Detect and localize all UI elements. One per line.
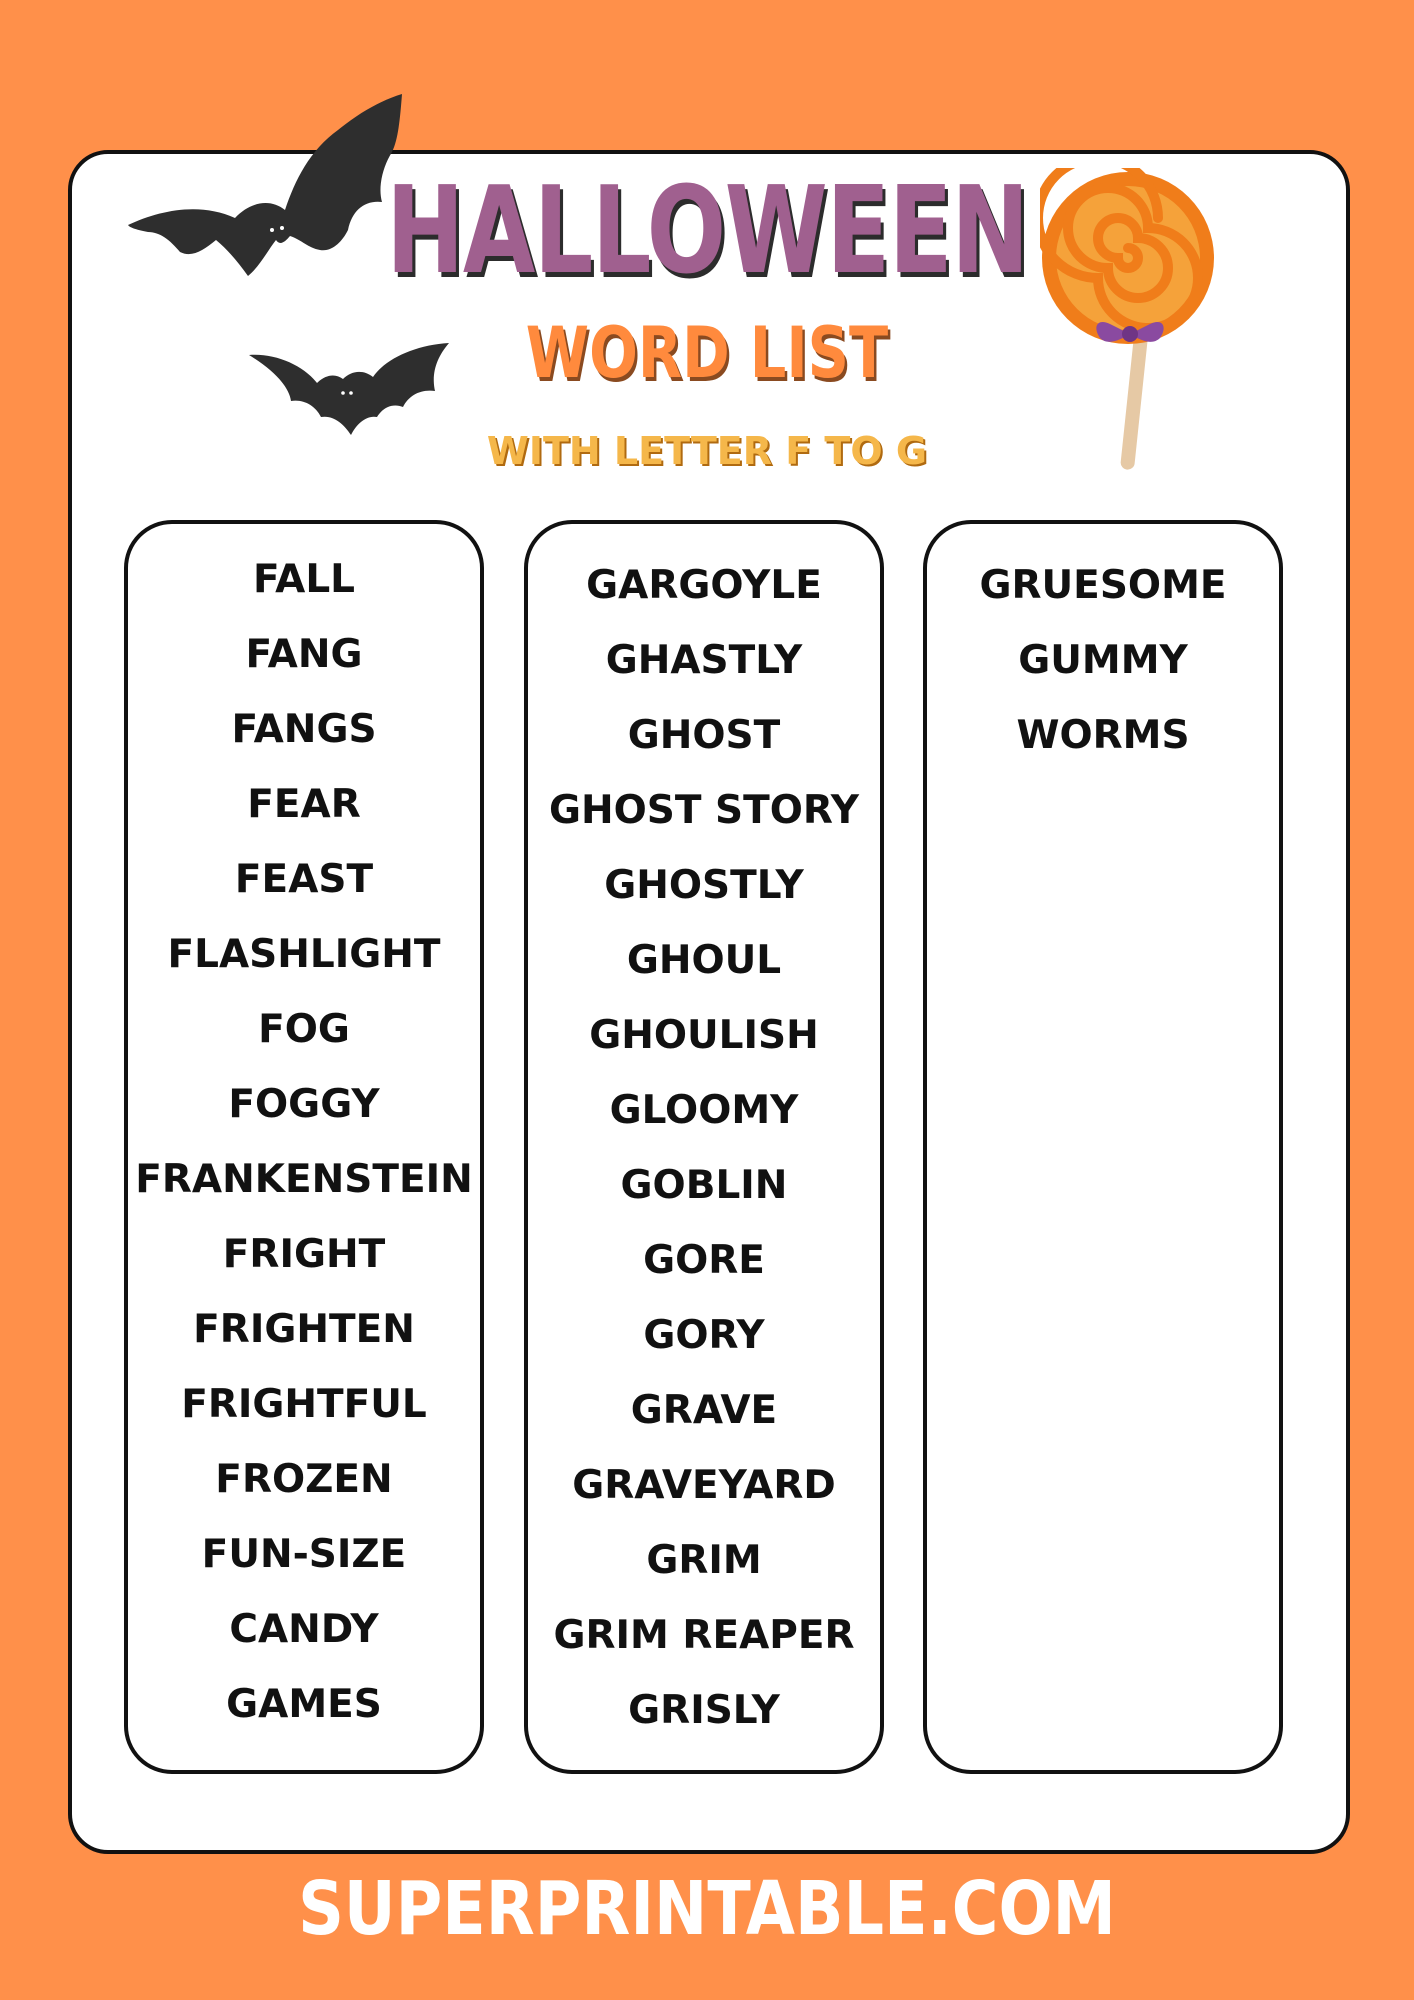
- list-item: GARGOYLE: [586, 563, 822, 608]
- list-item: FOGGY: [228, 1082, 380, 1127]
- list-item: FANGS: [231, 707, 377, 752]
- list-item: GRIM REAPER: [553, 1613, 855, 1658]
- list-item: GOBLIN: [620, 1163, 788, 1208]
- list-item: FRIGHTEN: [193, 1307, 415, 1352]
- list-item: GORY: [643, 1313, 765, 1358]
- list-item: GRAVE: [630, 1388, 778, 1433]
- word-column-2: [524, 520, 884, 1774]
- page-title: HALLOWEEN: [386, 162, 1028, 301]
- list-item: FUN-SIZE: [201, 1532, 407, 1577]
- list-item: FANG: [245, 632, 363, 677]
- list-item: FOG: [258, 1007, 350, 1052]
- list-item: GHOUL: [626, 938, 782, 983]
- list-item: GRAVEYARD: [572, 1463, 836, 1508]
- list-item: GAMES: [226, 1682, 382, 1727]
- list-item: GHOST STORY: [548, 788, 860, 833]
- page-tagline: WITH LETTER F TO G: [486, 429, 928, 473]
- page-subtitle: WORD LIST: [525, 312, 889, 394]
- list-item: GRIM: [646, 1538, 762, 1583]
- list-item: FRANKENSTEIN: [135, 1157, 473, 1202]
- list-item: FEAST: [234, 857, 374, 902]
- list-item: GUMMY: [1018, 638, 1188, 683]
- word-column-1: [124, 520, 484, 1774]
- list-item: GRUESOME: [979, 563, 1227, 608]
- list-item: FROZEN: [215, 1457, 393, 1502]
- list-item: CANDY: [229, 1607, 379, 1652]
- list-item: FALL: [252, 557, 356, 602]
- list-item: GORE: [643, 1238, 765, 1283]
- list-item: WORMS: [1016, 713, 1190, 758]
- list-item: FLASHLIGHT: [167, 932, 441, 977]
- list-item: FEAR: [247, 782, 361, 827]
- list-item: GHOST: [627, 713, 781, 758]
- list-item: GHASTLY: [605, 638, 803, 683]
- site-footer: SUPERPRINTABLE.COM: [298, 1866, 1116, 1952]
- list-item: GHOULISH: [589, 1013, 819, 1058]
- list-item: FRIGHT: [222, 1232, 386, 1277]
- list-item: GHOSTLY: [604, 863, 804, 908]
- list-item: GLOOMY: [609, 1088, 799, 1133]
- word-column-3: [923, 520, 1283, 1774]
- list-item: FRIGHTFUL: [181, 1382, 427, 1427]
- list-item: GRISLY: [628, 1688, 780, 1733]
